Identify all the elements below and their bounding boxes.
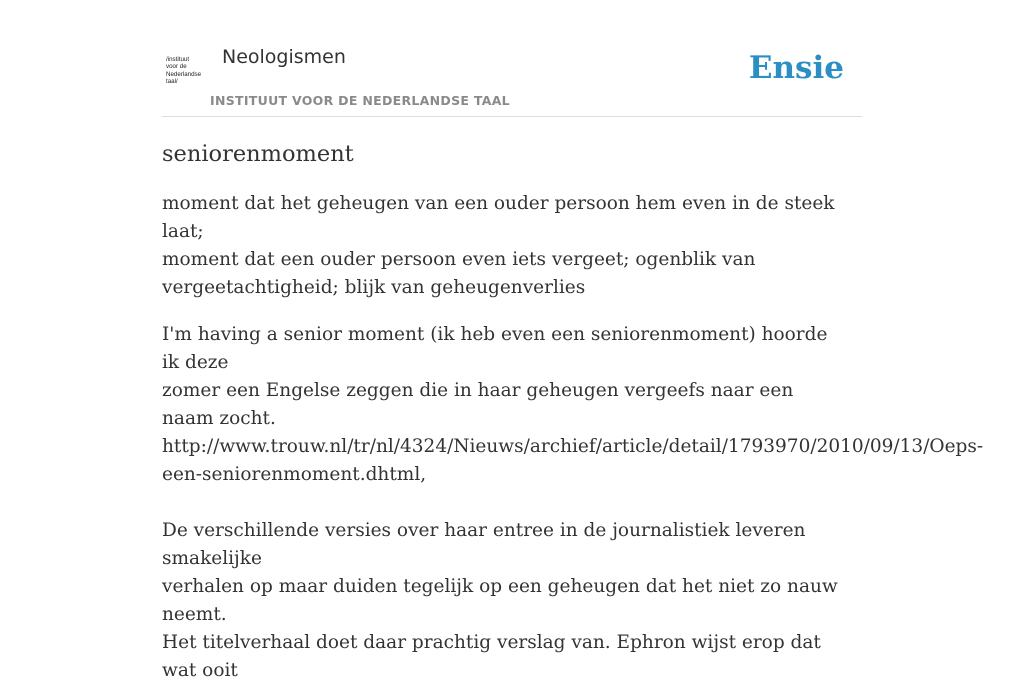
logo-line: voor de xyxy=(166,63,187,71)
example-line: De verschillende versies over haar entree in de journalistiek leveren smakelijke xyxy=(162,520,806,569)
spacer xyxy=(162,489,842,517)
source-subtitle: INSTITUUT VOOR DE NEDERLANDSE TAAL xyxy=(210,93,510,108)
source-title[interactable]: Neologismen xyxy=(222,46,346,68)
entry-definition xyxy=(162,190,842,302)
logo-line: Nederlandse xyxy=(166,70,202,78)
page-header xyxy=(162,0,862,117)
example-line: I'm having a senior moment (ik heb even een seniorenmoment) hoorde ik deze xyxy=(162,324,828,373)
ensie-logo[interactable]: Ensie xyxy=(748,50,844,86)
definition-line: moment dat een ouder persoon even iets vergeet; ogenblik van xyxy=(162,249,756,270)
logo-line: taal/ xyxy=(166,78,178,86)
entry-content xyxy=(162,138,984,685)
example-source-url: http://www.trouw.nl/tr/nl/4324/Nieuws/archief/article/detail/1793970/2010/09/13/Oeps- xyxy=(162,436,984,457)
logo-line: /instituut xyxy=(166,56,190,63)
entry-example xyxy=(162,321,984,685)
definition-line: vergeetachtigheid; blijk van geheugenverlies xyxy=(162,277,586,298)
definition-line: moment dat het geheugen van een ouder persoon hem even in de steek laat; xyxy=(162,193,835,242)
ivdnt-logo[interactable] xyxy=(166,56,206,90)
entry-word: seniorenmoment xyxy=(162,141,354,167)
example-source-url-cont: een-seniorenmoment.dhtml, xyxy=(162,464,427,485)
example-line: Het titelverhaal doet daar prachtig verslag van. Ephron wijst erop dat wat ooit xyxy=(162,632,821,681)
example-line: verhalen op maar duiden tegelijk op een geheugen dat het niet zo nauw neemt. xyxy=(162,576,838,625)
example-line: zomer een Engelse zeggen die in haar geheugen vergeefs naar een naam zocht. xyxy=(162,380,794,429)
